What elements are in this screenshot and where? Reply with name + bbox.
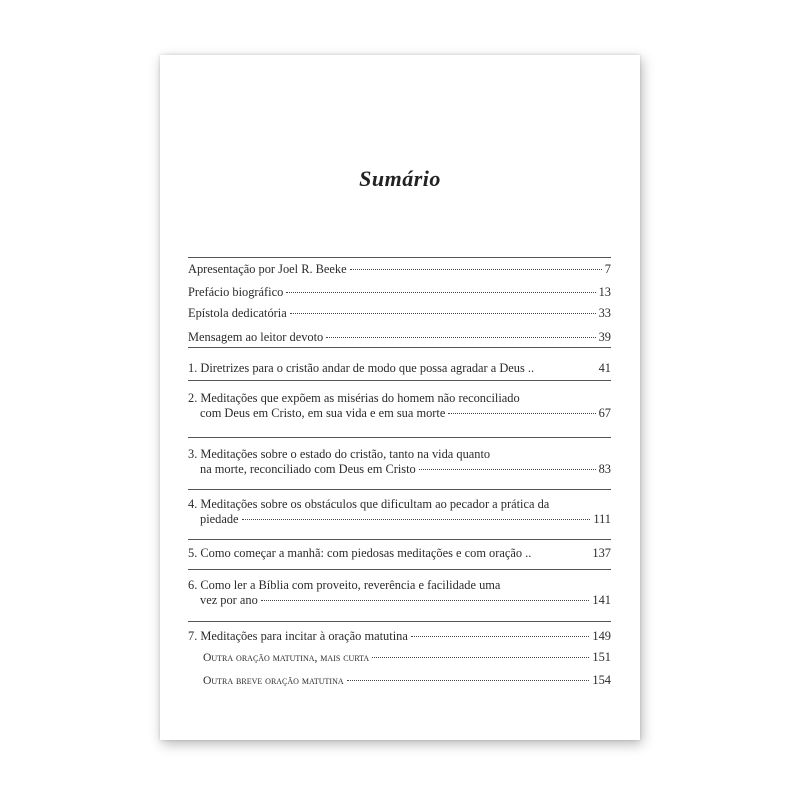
- toc-entry-line2: na morte, reconciliado com Deus em Cristo: [200, 462, 416, 476]
- leader-dots: [290, 313, 596, 314]
- divider-rule: [188, 380, 611, 381]
- toc-entry-line2: piedade: [200, 512, 239, 526]
- toc-entry-line2: com Deus em Cristo, em sua vida e em sua morte: [200, 406, 446, 420]
- toc-entry-apresentacao: [188, 262, 611, 277]
- toc-entry-4: [188, 497, 611, 527]
- divider-rule: [188, 347, 611, 348]
- page-title: Sumário: [359, 166, 441, 191]
- divider-rule: [188, 569, 611, 570]
- toc-entry-line1: 2. Meditações que expõem as misérias do homem não reconciliado: [188, 391, 520, 405]
- leader-dots: [286, 292, 595, 293]
- leader-dots: [419, 469, 596, 470]
- leader-dots: [242, 519, 591, 520]
- leader-dots: [261, 600, 590, 601]
- toc-entry-page: 83: [598, 462, 611, 476]
- book-page: [160, 55, 640, 740]
- toc-entry-line1: 3. Meditações sobre o estado do cristão, tanto na vida quanto: [188, 447, 491, 461]
- leader-dots: [326, 337, 595, 338]
- leader-dots: [372, 657, 589, 658]
- leader-dots: [350, 269, 602, 270]
- toc-entry-page: 111: [593, 512, 611, 526]
- toc-entry-page: 7: [604, 262, 611, 276]
- toc-entry-page: 149: [592, 629, 611, 643]
- toc-entry-mensagem: [188, 330, 611, 345]
- toc-entry-line1: 6. Como ler a Bíblia com proveito, reverência e facilidade uma: [188, 578, 501, 592]
- toc-entry-page: 33: [598, 306, 611, 320]
- toc-entry-page: 13: [598, 285, 611, 299]
- toc-entry-page: 151: [592, 650, 611, 664]
- divider-rule: [188, 489, 611, 490]
- toc-entry-prefacio: [188, 285, 611, 300]
- toc-subentry-outra-breve-oracao: [188, 673, 611, 688]
- toc-entry-label: Outra breve oração matutina: [203, 674, 344, 687]
- toc-entry-page: 137: [592, 546, 611, 560]
- toc-entry-page: 141: [592, 593, 611, 607]
- toc-entry-label: 7. Meditações para incitar à oração matutina: [188, 629, 408, 643]
- toc-entry-label: Outra oração matutina, mais curta: [203, 651, 370, 664]
- toc-entry-1: [188, 361, 611, 376]
- toc-entry-label: 1. Diretrizes para o cristão andar de modo que possa agradar a Deus ..: [188, 361, 535, 375]
- divider-rule: [188, 539, 611, 540]
- toc-entry-page: 39: [598, 330, 611, 344]
- toc-entry-6: [188, 578, 611, 608]
- toc-entry-label: 5. Como começar a manhã: com piedosas meditações e com oração ..: [188, 546, 532, 560]
- leader-dots: [347, 680, 590, 681]
- toc-entry-epistola: [188, 306, 611, 321]
- top-rule: [188, 257, 611, 258]
- toc-entry-label: Prefácio biográfico: [188, 285, 284, 299]
- toc-entry-7: [188, 629, 611, 644]
- toc-entry-line1: 4. Meditações sobre os obstáculos que dificultam ao pecador a prática da: [188, 497, 550, 511]
- toc-subentry-outra-oracao: [188, 650, 611, 665]
- toc-entry-page: 154: [592, 673, 611, 687]
- toc-entry-line2: vez por ano: [200, 593, 258, 607]
- leader-dots: [411, 636, 590, 637]
- toc-entry-label: Epístola dedicatória: [188, 306, 287, 320]
- toc-entry-2: [188, 391, 611, 421]
- toc-entry-3: [188, 447, 611, 477]
- toc-entry-label: Apresentação por Joel R. Beeke: [188, 262, 347, 276]
- toc-entry-page: 41: [598, 361, 611, 375]
- divider-rule: [188, 437, 611, 438]
- toc-entry-page: 67: [598, 406, 611, 420]
- divider-rule: [188, 621, 611, 622]
- toc-entry-5: [188, 546, 611, 561]
- leader-dots: [448, 413, 595, 414]
- toc-entry-label: Mensagem ao leitor devoto: [188, 330, 324, 344]
